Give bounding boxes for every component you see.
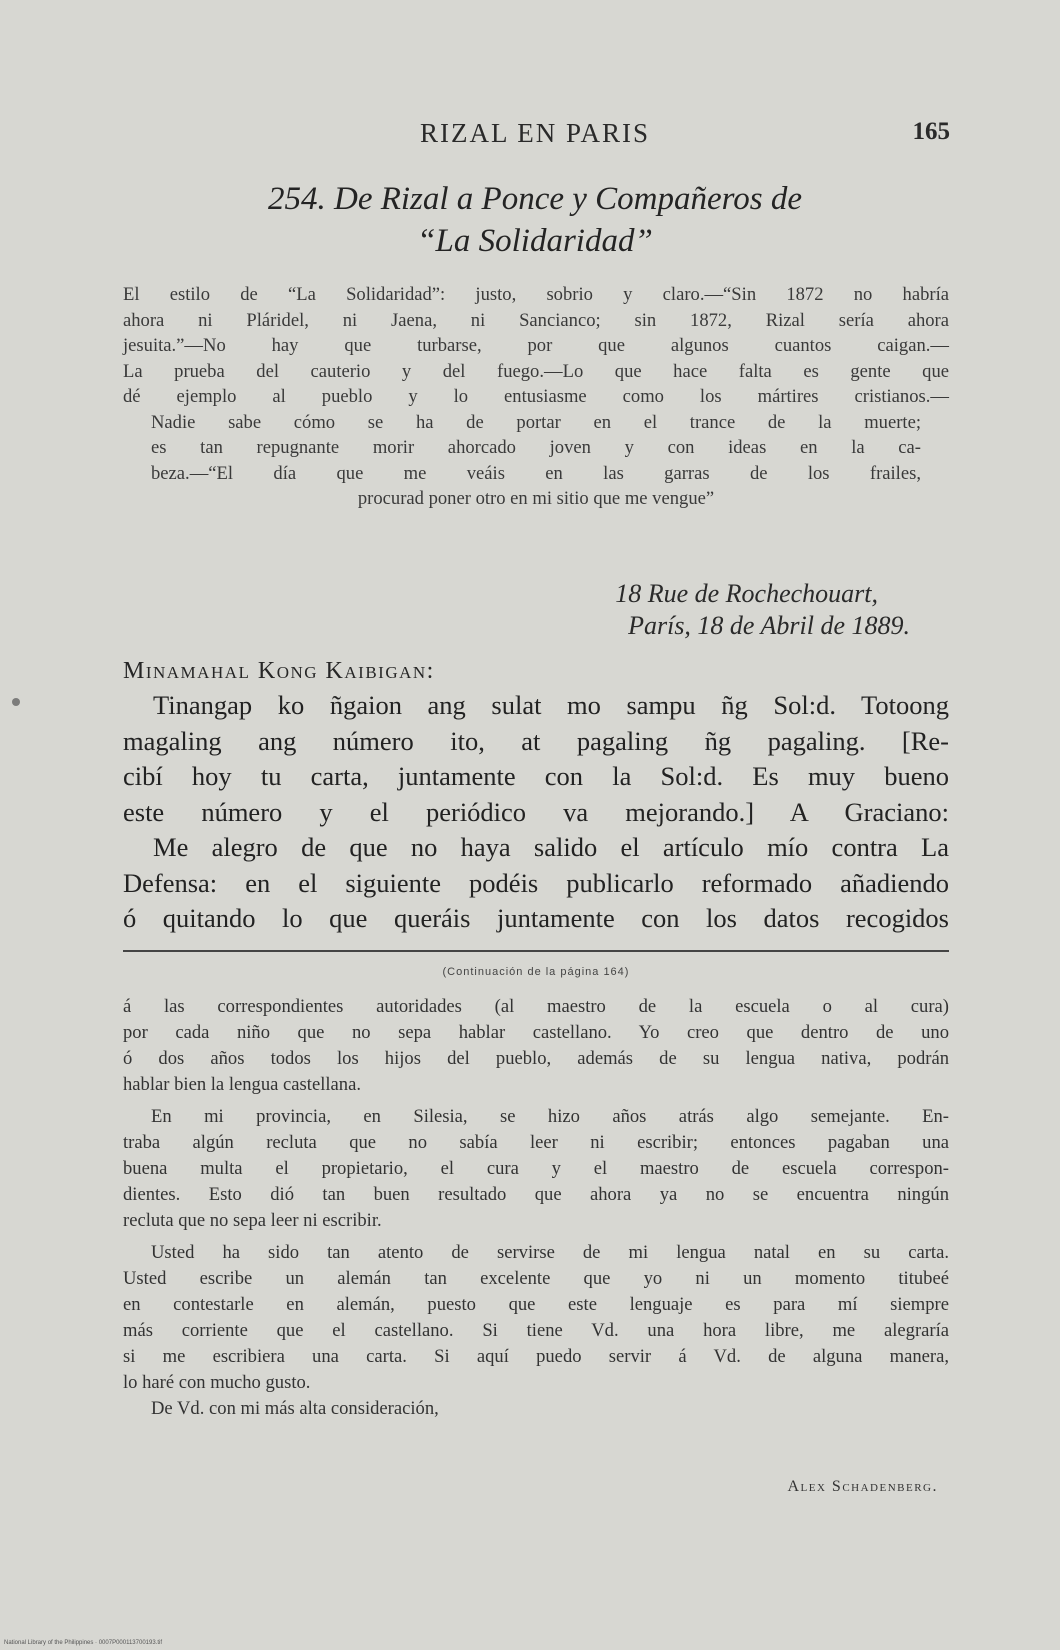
body-line: ó quitando lo que queráis juntamente con los datos recogidos [123,903,949,933]
letter-title-line-2: “La Solidaridad” [417,223,653,259]
continuation-note: (Continuación de la página 164) [442,966,630,978]
summary-line: El estilo de “La Solidaridad”: justo, sobrio y claro.—“Sin 1872 no habría [123,284,949,305]
letter-body [123,688,949,937]
body-line: Me alegro de que no haya salido el artículo mío contra La [153,832,949,862]
footnote-line: Usted escribe un alemán tan excelente que yo ni un momento titubeé [123,1268,949,1289]
footnote-line: ó dos años todos los hijos del pueblo, además de su lengua nativa, podrán [123,1048,949,1069]
summary-line: Nadie sabe cómo se ha de portar en el trance de la muerte; [151,411,921,433]
footnote-line: En mi provincia, en Silesia, se hizo años atrás algo semejante. En- [151,1106,949,1127]
footnote-line: recluta que no sepa leer ni escribir. [123,1210,382,1231]
letter-title [120,178,950,262]
body-line: Defensa: en el siguiente podéis publicarlo reformado añadiendo [123,867,949,898]
footnote-line: De Vd. con mi más alta consideración, [151,1398,439,1419]
footnote-line: buena multa el propietario, el cura y el maestro de escuela correspon- [123,1158,949,1179]
footnote [123,994,949,1422]
footnote-line: traba algún recluta que no sabía leer ni escribir; entonces pagaban una [123,1132,949,1153]
body-line: magaling ang número ito, at pagaling ñg pagaling. [Re- [123,725,949,756]
footnote-line: á las correspondientes autoridades (al maestro de la escuela o al cura) [123,996,949,1017]
summary-line: La prueba del cauterio y del fuego.—Lo que hace falta es gente que [123,360,949,382]
signature: Alex Schadenberg. [787,1478,938,1495]
running-title: RIZAL EN PARIS [419,118,651,148]
running-head [120,118,950,158]
summary-line: jesuita.”—No hay que turbarse, por que algunos cuantos caigan.— [123,335,949,356]
salutation: Minamahal Kong Kaibigan: [123,658,435,684]
letter-title-line-1: 254. De Rizal a Ponce y Compañeros de [267,181,802,217]
summary-line: procurad poner otro en mi sitio que me vengue” [357,488,715,509]
address-date: París, 18 de Abril de 1889. [628,611,910,640]
letter-summary [123,282,949,512]
footnote-line: lo haré con mucho gusto. [123,1372,311,1393]
footnote-line: en contestarle en alemán, puesto que este lenguaje es para mí siempre [123,1294,949,1315]
footnote-line: hablar bien la lengua castellana. [123,1074,361,1095]
footnote-line: si me escribiera una carta. Si aquí puedo servir á Vd. de alguna manera, [123,1346,949,1367]
summary-line: dé ejemplo al pueblo y lo entusiasme como los mártires cristianos.— [123,386,949,407]
footnote-line: dientes. Esto dió tan buen resultado que ahora ya no se encuentra ningún [123,1184,949,1205]
body-line: Tinangap ko ñgaion ang sulat mo sampu ñg Sol:d. Totoong [153,690,949,720]
body-line: este número y el periódico va mejorando.] A Graciano: [123,796,949,827]
letter-address [500,578,920,642]
footnote-line: por cada niño que no sepa hablar castellano. Yo creo que dentro de uno [123,1022,949,1043]
address-street: 18 Rue de Rochechouart, [615,579,878,608]
footnote-rule [123,950,949,952]
body-line: cibí hoy tu carta, juntamente con la Sol:d. Es muy bueno [123,761,949,791]
summary-line: beza.—“El día que me veáis en las garras de los frailes, [151,462,921,484]
scan-imprint: National Library of the Philippines · 0007P000113700193.tif [4,1640,162,1646]
summary-line: es tan repugnante morir ahorcado joven y con ideas en la ca- [151,437,921,458]
page-number: 165 [912,118,950,145]
summary-line: ahora ni Pláridel, ni Jaena, ni Sancianco; sin 1872, Rizal sería ahora [123,309,949,331]
footnote-line: Usted ha sido tan atento de servirse de mi lengua natal en su carta. [151,1242,949,1263]
footnote-line: más corriente que el castellano. Si tiene Vd. una hora libre, me alegraría [123,1320,949,1341]
scan-speck [12,698,20,706]
